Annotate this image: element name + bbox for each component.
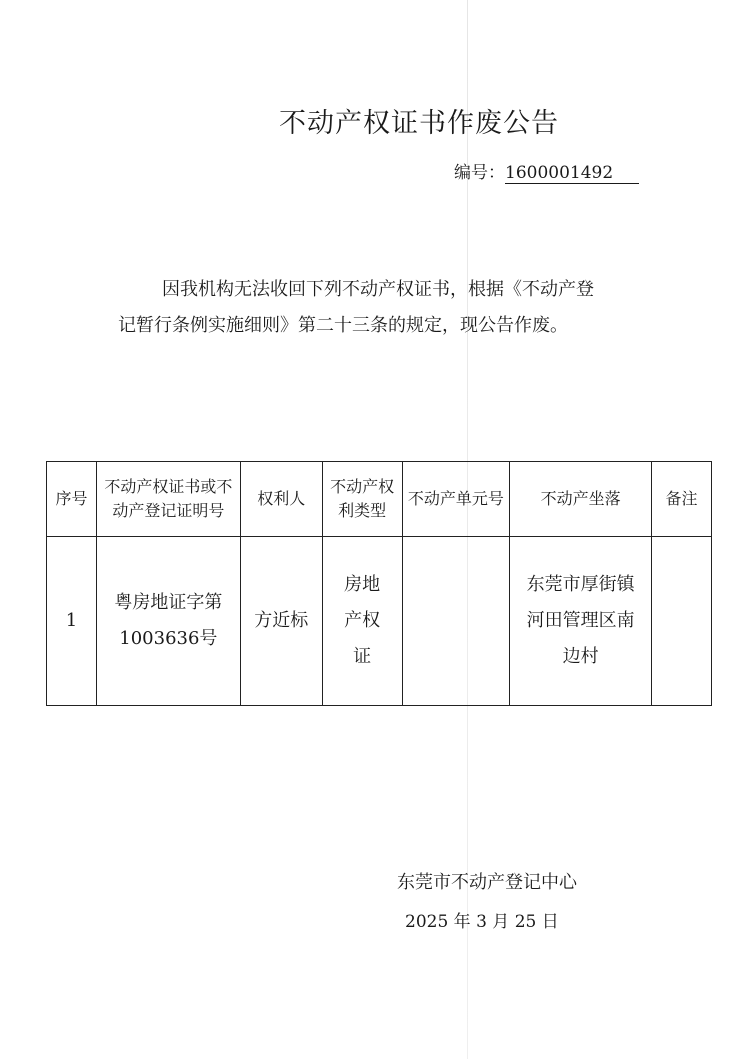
notice-body xyxy=(118,272,658,344)
header-holder: 权利人 xyxy=(240,462,322,537)
notice-body-line-1: 因我机构无法收回下列不动产权证书，根据《不动产登 xyxy=(162,279,594,300)
issuing-organization: 东莞市不动产登记中心 xyxy=(397,872,577,893)
cell-cert-no: 粤房地证字第1003636号 xyxy=(96,537,240,706)
certificate-table xyxy=(46,461,712,706)
cell-unit-no xyxy=(402,537,510,706)
header-seq: 序号 xyxy=(47,462,97,537)
header-cert-no: 不动产权证书或不动产登记证明号 xyxy=(96,462,240,537)
header-location: 不动产坐落 xyxy=(510,462,652,537)
header-remark: 备注 xyxy=(652,462,712,537)
issue-date: 2025 年 3 月 25 日 xyxy=(405,912,559,932)
cell-remark xyxy=(652,537,712,706)
table-header-row xyxy=(47,462,712,537)
serial-label: 编号： xyxy=(454,163,505,183)
notice-body-line-2: 记暂行条例实施细则》第二十三条的规定，现公告作废。 xyxy=(118,315,568,336)
serial-number: 1600001492 xyxy=(505,163,639,184)
page-title: 不动产权证书作废公告 xyxy=(279,108,559,139)
cell-right-type: 房地产权证 xyxy=(322,537,402,706)
table-row xyxy=(47,537,712,706)
header-right-type: 不动产权利类型 xyxy=(322,462,402,537)
header-unit-no: 不动产单元号 xyxy=(402,462,510,537)
serial-number-line xyxy=(454,158,639,184)
cell-holder: 方近标 xyxy=(240,537,322,706)
cell-location: 东莞市厚街镇河田管理区南边村 xyxy=(510,537,652,706)
cell-seq: 1 xyxy=(47,537,97,706)
